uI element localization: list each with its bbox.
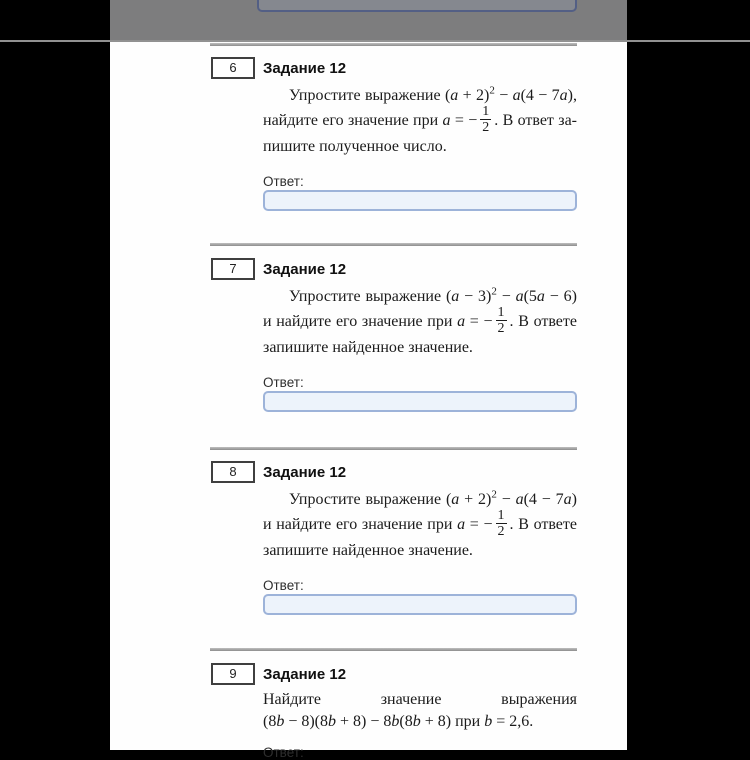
answer-input-7[interactable] [263, 391, 577, 412]
problem-line: Упростите выражение $(a - 3)^2 - a(5a - 6)$ [289, 285, 577, 305]
task-title: Задание 12 [263, 666, 347, 683]
answer-input-6[interactable] [263, 190, 577, 211]
test-page [110, 42, 627, 760]
task-title: Задание 12 [263, 261, 347, 278]
task-divider [210, 43, 577, 46]
problem-line: Найдите значение выражения [263, 691, 577, 708]
task-number-box: 7 [211, 258, 255, 280]
task-divider [210, 447, 577, 450]
left-letterbox [0, 0, 110, 750]
dimmed-previous-region [110, 0, 627, 40]
answer-label: Ответ: [263, 174, 304, 189]
problem-line: Упростите выражение $(a + 2)^2 - a(4 - 7a)$ [289, 488, 577, 508]
task-divider [210, 243, 577, 246]
answer-label: Ответ: [263, 375, 304, 390]
answer-input-8[interactable] [263, 594, 577, 615]
problem-line: и найдите его значение при a = − $\frac{1}{2}$ . В ответе [263, 305, 578, 336]
problem-text [263, 287, 577, 358]
problem-line: запишите найденное значение. [263, 339, 473, 356]
task-divider [210, 648, 577, 651]
task-number-box: 8 [211, 461, 255, 483]
problem-text [263, 86, 577, 157]
task-number-box: 9 [211, 663, 255, 685]
previous-answer-input-partial[interactable] [257, 0, 577, 12]
right-letterbox [627, 0, 750, 750]
task-number-box: 6 [211, 57, 255, 79]
task-title: Задание 12 [263, 60, 347, 77]
problem-text [263, 490, 577, 561]
answer-label: Ответ: [263, 578, 304, 593]
problem-line: найдите его значение при a = − $\frac{1}{2}$ . В ответ за- [263, 104, 578, 135]
problem-line: (8b − 8)(8b + 8) − 8b(8b + 8) при b = 2,6. [263, 713, 534, 730]
task-title: Задание 12 [263, 464, 347, 481]
problem-line: пишите полученное число. [263, 138, 447, 155]
problem-text [263, 690, 577, 732]
problem-line: Упростите выражение $(a + 2)^2 - a(4 - 7a)$, [289, 84, 577, 104]
problem-line: запишите найденное значение. [263, 542, 473, 559]
answer-label: Ответ: [263, 745, 304, 760]
problem-line: и найдите его значение при a = − $\frac{1}{2}$ . В ответе [263, 508, 578, 539]
